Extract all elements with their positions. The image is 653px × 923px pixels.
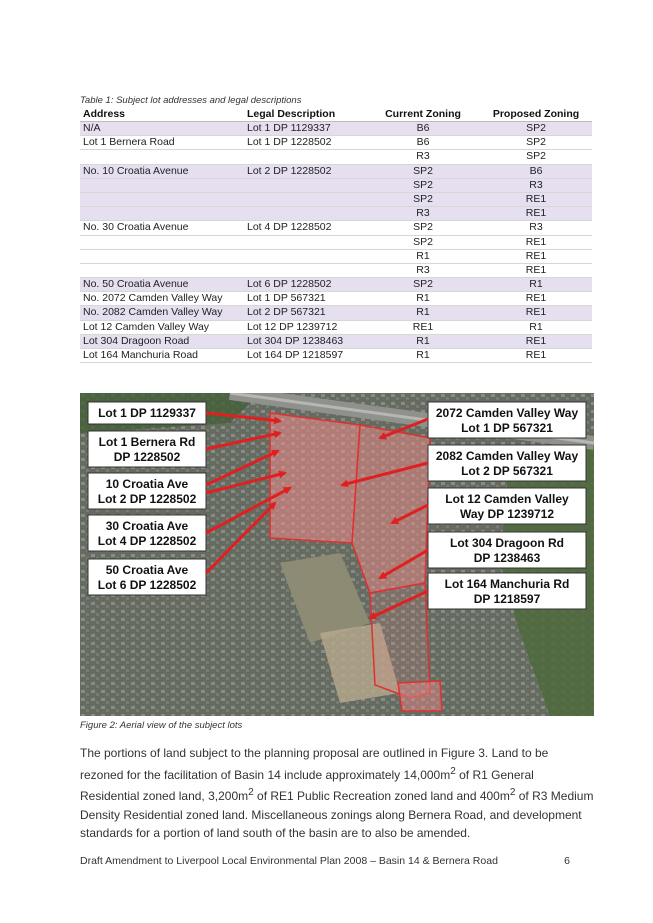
table-row [80,306,592,320]
cell-legal: Lot 304 DP 1238463 [244,334,366,348]
table-row [80,278,592,292]
cell-current-zoning: RE1 [366,320,480,334]
footer-title: Draft Amendment to Liverpool Local Environmental Plan 2008 – Basin 14 & Bernera Road [80,855,498,867]
cell-current-zoning: R1 [366,306,480,320]
table-row [80,263,592,277]
cell-proposed-zoning: RE1 [480,334,592,348]
cell-current-zoning: SP2 [366,235,480,249]
superscript-2: 2 [248,787,254,798]
header-legal: Legal Description [244,107,366,122]
body-text-part-1: The portions of land subject to the planning proposal are outlined in Figure 3. Land to be rezoned for the facilitation of Basin 14 include approximately 14,000m [80,746,549,782]
cell-current-zoning: SP2 [366,178,480,192]
label-line-2: Way DP 1239712 [459,507,555,521]
page-footer [80,855,594,867]
callout-right-3 [428,488,586,524]
cell-legal [244,192,366,206]
cell-legal: Lot 2 DP 567321 [244,306,366,320]
header-proposed-zoning: Proposed Zoning [480,107,592,122]
cell-address: No. 2072 Camden Valley Way [80,292,244,306]
label-line-1: 2072 Camden Valley Way [435,406,579,420]
label-line-2: Lot 4 DP 1228502 [97,534,197,548]
table-row [80,235,592,249]
label-line-2: Lot 2 DP 567321 [461,464,553,478]
cell-legal [244,263,366,277]
label-line-1: 50 Croatia Ave [105,563,189,577]
callout-right-5 [428,573,586,609]
table-row [80,192,592,206]
cell-address [80,178,244,192]
callout-left-5 [88,559,206,595]
cell-address: No. 10 Croatia Avenue [80,164,244,178]
cell-current-zoning: SP2 [366,164,480,178]
label-line-2: Lot 6 DP 1228502 [97,578,197,592]
cell-proposed-zoning: R1 [480,278,592,292]
superscript-2: 2 [450,765,456,777]
callout-right-4 [428,532,586,568]
callout-right-2 [428,445,586,481]
cell-legal [244,249,366,263]
cell-proposed-zoning: R1 [480,320,592,334]
aerial-photo [80,393,594,716]
superscript-2: 2 [509,787,516,798]
cell-address: Lot 12 Camden Valley Way [80,320,244,334]
cell-proposed-zoning: SP2 [480,136,592,150]
table-row [80,221,592,235]
cell-legal [244,178,366,192]
cell-legal: Lot 1 DP 567321 [244,292,366,306]
cell-proposed-zoning: RE1 [480,249,592,263]
callout-left-3 [88,473,206,509]
cell-proposed-zoning: SP2 [480,150,592,164]
label-line-1: 2082 Camden Valley Way [435,449,579,463]
body-text-part-4: of R3 Medium Density Residential zoned land. Miscellaneous zonings along Bernera Road, and development standards for a portion of land south of the basin are to also be amended. [80,789,594,840]
label-line-2: Lot 1 DP 567321 [461,421,553,435]
cell-address [80,207,244,221]
header-address: Address [80,107,244,122]
cell-current-zoning: R3 [366,263,480,277]
callout-right-1 [428,402,586,438]
table-row [80,320,592,334]
cell-proposed-zoning: RE1 [480,292,592,306]
callout-left-1 [88,402,206,424]
cell-legal [244,150,366,164]
cell-address [80,249,244,263]
cell-current-zoning: SP2 [366,278,480,292]
cell-current-zoning: R3 [366,150,480,164]
cell-current-zoning: B6 [366,122,480,136]
figure-caption: Figure 2: Aerial view of the subject lots [80,720,243,731]
cell-current-zoning: B6 [366,136,480,150]
body-text-part-3: of RE1 Public Recreation zoned land and 400m [253,789,510,803]
cell-address [80,192,244,206]
cell-legal: Lot 12 DP 1239712 [244,320,366,334]
table-row [80,178,592,192]
cell-current-zoning: R3 [366,207,480,221]
cell-address: Lot 164 Manchuria Road [80,349,244,363]
cell-proposed-zoning: RE1 [480,192,592,206]
table-header-row [80,107,592,122]
cell-proposed-zoning: RE1 [480,235,592,249]
label-line-2: Lot 2 DP 1228502 [97,492,197,506]
cell-address: N/A [80,122,244,136]
cell-proposed-zoning: R3 [480,221,592,235]
cell-proposed-zoning: RE1 [480,306,592,320]
table-row [80,292,592,306]
table-row [80,249,592,263]
label-line-2: DP 1228502 [113,450,181,464]
cell-legal: Lot 164 DP 1218597 [244,349,366,363]
cell-address [80,150,244,164]
cell-proposed-zoning: R3 [480,178,592,192]
cell-current-zoning: R1 [366,349,480,363]
cell-legal [244,207,366,221]
label-line-2: DP 1218597 [473,592,541,606]
cell-current-zoning: SP2 [366,192,480,206]
table-row [80,150,592,164]
cell-address: Lot 1 Bernera Road [80,136,244,150]
cell-address [80,263,244,277]
table-row [80,334,592,348]
cell-current-zoning: R1 [366,334,480,348]
table-row [80,136,592,150]
cell-address: No. 30 Croatia Avenue [80,221,244,235]
body-paragraph [80,744,594,843]
cell-proposed-zoning: RE1 [480,349,592,363]
label-line-1: Lot 304 Dragoon Rd [449,536,565,550]
cell-proposed-zoning: RE1 [480,263,592,277]
label-line-1: Lot 1 Bernera Rd [98,435,196,449]
page-number: 6 [564,855,570,867]
table-row [80,122,592,136]
cell-legal: Lot 4 DP 1228502 [244,221,366,235]
cell-current-zoning: R1 [366,292,480,306]
cell-legal: Lot 1 DP 1228502 [244,136,366,150]
label-line-1: Lot 1 DP 1129337 [98,406,196,420]
table-row [80,207,592,221]
label-line-2: DP 1238463 [473,551,541,565]
lots-table [80,107,592,363]
cell-proposed-zoning: SP2 [480,122,592,136]
cell-legal: Lot 1 DP 1129337 [244,122,366,136]
cell-legal [244,235,366,249]
cell-address: No. 50 Croatia Avenue [80,278,244,292]
cell-legal: Lot 2 DP 1228502 [244,164,366,178]
cell-address: No. 2082 Camden Valley Way [80,306,244,320]
cell-address [80,235,244,249]
cell-current-zoning: SP2 [366,221,480,235]
cell-proposed-zoning: B6 [480,164,592,178]
callout-left-4 [88,515,206,551]
body-text-part-2: of R1 General Residential zoned land, 3,200m [80,767,534,803]
callout-left-2 [88,431,206,467]
label-line-1: Lot 164 Manchuria Rd [444,577,570,591]
label-line-1: 10 Croatia Ave [105,477,189,491]
cell-address: Lot 304 Dragoon Road [80,334,244,348]
cell-legal: Lot 6 DP 1228502 [244,278,366,292]
cell-proposed-zoning: RE1 [480,207,592,221]
header-current-zoning: Current Zoning [366,107,480,122]
label-line-1: Lot 12 Camden Valley [445,492,569,506]
table-row [80,164,592,178]
table-caption: Table 1: Subject lot addresses and legal descriptions [80,95,302,106]
table-row [80,349,592,363]
label-line-1: 30 Croatia Ave [105,519,189,533]
cell-current-zoning: R1 [366,249,480,263]
